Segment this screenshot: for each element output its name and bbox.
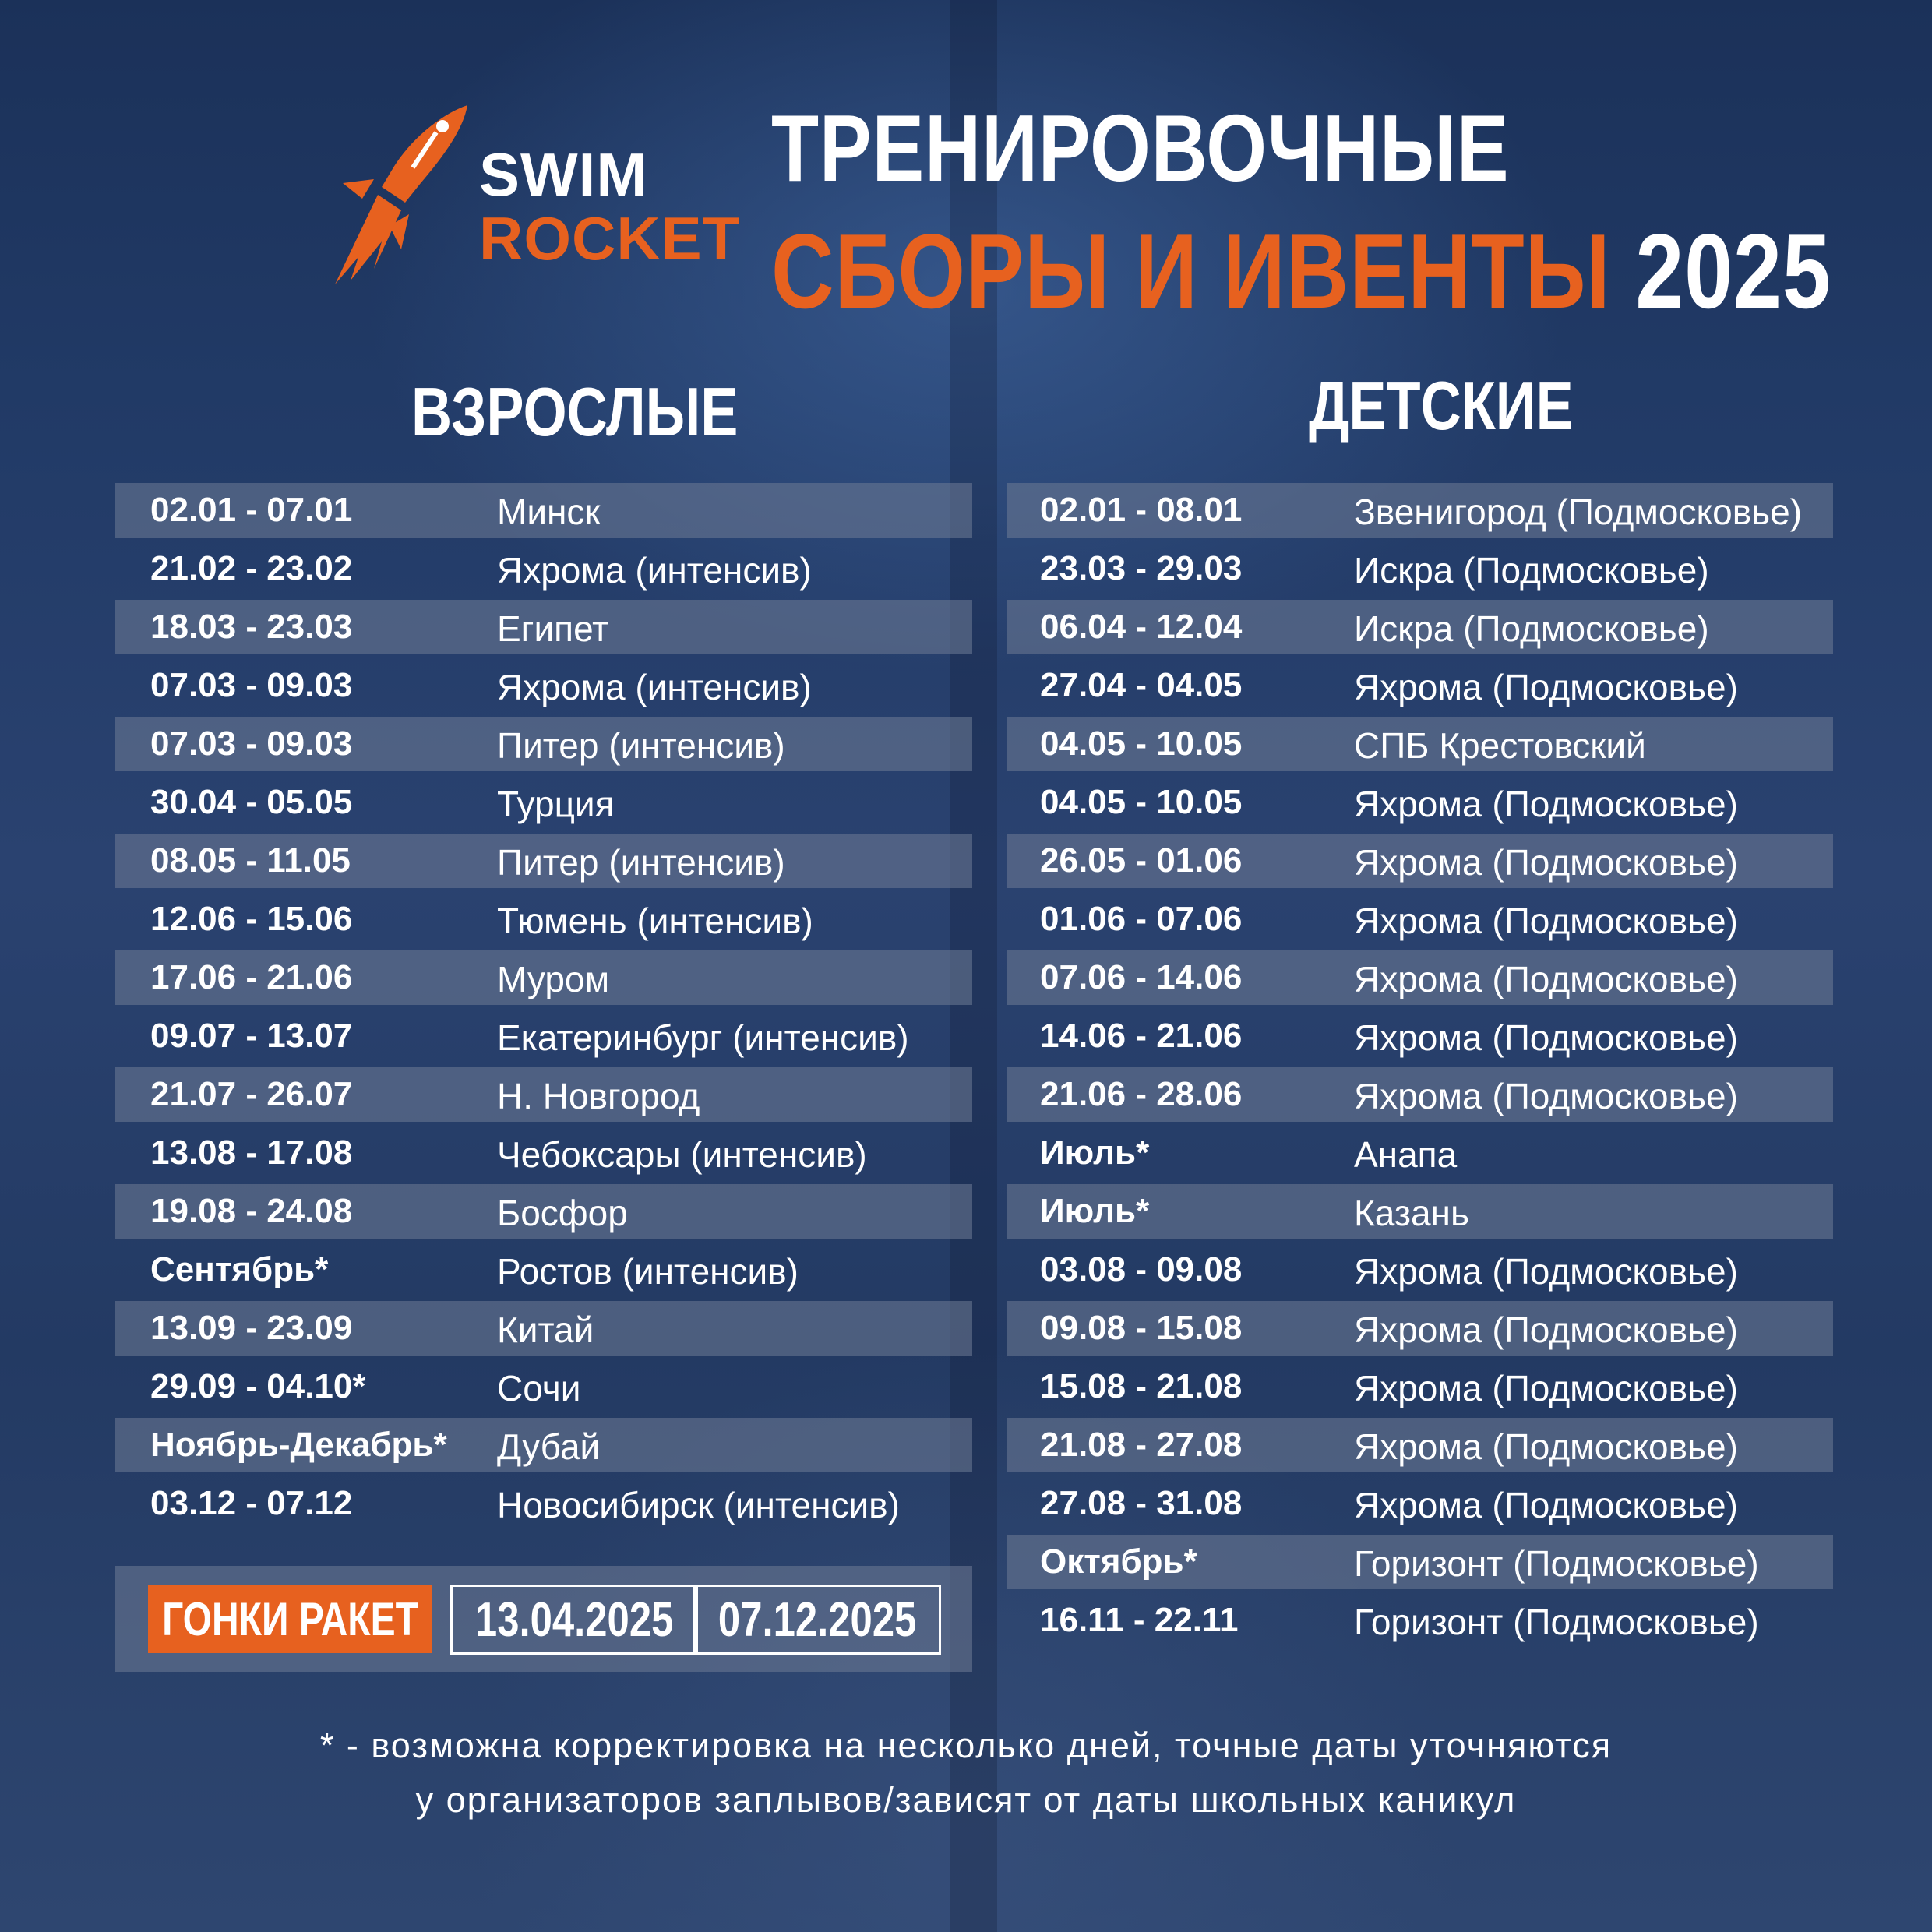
event-location: Искра (Подмосковье) (1354, 608, 1709, 649)
event-location: Сочи (497, 1368, 581, 1408)
logo-rocket-text: ROCKET (479, 204, 741, 273)
kids-heading: ДЕТСКИЕ (1309, 367, 1574, 444)
event-dates: 15.08 - 21.08 (1040, 1367, 1243, 1405)
race-date-2 (693, 1585, 941, 1655)
race-date-1 (450, 1585, 698, 1655)
event-location: Яхрома (Подмосковье) (1354, 1251, 1738, 1292)
event-location: Яхрома (Подмосковье) (1354, 1426, 1738, 1467)
event-location: Яхрома (Подмосковье) (1354, 1485, 1738, 1525)
kids-table-row (1007, 1418, 1833, 1472)
kids-table-row (1007, 1593, 1833, 1648)
event-location: Босфор (497, 1193, 628, 1233)
event-location: Муром (497, 959, 610, 999)
adults-table-row (115, 1184, 972, 1239)
kids-table-row (1007, 892, 1833, 947)
event-dates: 16.11 - 22.11 (1040, 1601, 1239, 1639)
event-location: Казань (1354, 1193, 1469, 1233)
event-dates: 04.05 - 10.05 (1040, 724, 1243, 763)
kids-table-row (1007, 834, 1833, 888)
event-location: Горизонт (Подмосковье) (1354, 1543, 1759, 1584)
kids-table-row (1007, 775, 1833, 830)
kids-table-row (1007, 1009, 1833, 1063)
adults-table-row (115, 775, 972, 830)
kids-table-row (1007, 600, 1833, 654)
event-dates: 18.03 - 23.03 (150, 608, 353, 646)
event-dates: 07.03 - 09.03 (150, 724, 353, 763)
event-location: Яхрома (интенсив) (497, 550, 812, 591)
event-location: Яхрома (Подмосковье) (1354, 842, 1738, 883)
event-dates: 27.08 - 31.08 (1040, 1484, 1243, 1522)
page-title-line2 (771, 210, 1832, 332)
kids-table-row (1007, 1184, 1833, 1239)
race-date-2-text: 07.12.2025 (717, 1592, 917, 1647)
event-dates: 21.02 - 23.02 (150, 549, 353, 587)
rocket-swimmer-icon (327, 101, 483, 296)
kids-table-row (1007, 541, 1833, 596)
swim-rocket-logo (327, 101, 741, 296)
event-dates: 29.09 - 04.10* (150, 1367, 366, 1405)
adults-table-row (115, 1067, 972, 1122)
kids-table-row (1007, 950, 1833, 1005)
event-location: Горизонт (Подмосковье) (1354, 1602, 1759, 1642)
event-dates: 13.08 - 17.08 (150, 1133, 353, 1172)
event-location: Чебоксары (интенсив) (497, 1134, 867, 1175)
event-location: Яхрома (Подмосковье) (1354, 901, 1738, 941)
adults-heading: ВЗРОСЛЫЕ (411, 373, 739, 450)
adults-table-row (115, 483, 972, 538)
page-title-line1: ТРЕНИРОВОЧНЫЕ (771, 95, 1510, 201)
event-dates: 30.04 - 05.05 (150, 783, 353, 821)
event-dates: 23.03 - 29.03 (1040, 549, 1243, 587)
kids-table-row (1007, 1126, 1833, 1180)
kids-table-row (1007, 483, 1833, 538)
kids-table-row (1007, 1243, 1833, 1297)
rocket-races-panel (115, 1566, 972, 1672)
adults-table-row (115, 717, 972, 771)
event-location: Дубай (497, 1426, 601, 1467)
event-location: Анапа (1354, 1134, 1458, 1175)
footnote-line2: у организаторов заплывов/зависят от даты школьных каникул (415, 1780, 1517, 1820)
event-dates: 04.05 - 10.05 (1040, 783, 1243, 821)
adults-table-row (115, 834, 972, 888)
event-dates: Июль* (1040, 1192, 1150, 1230)
adults-table-row (115, 1126, 972, 1180)
page-title-year: 2025 (1635, 212, 1832, 330)
event-dates: 09.08 - 15.08 (1040, 1309, 1243, 1347)
event-location: Египет (497, 608, 609, 649)
event-dates: 26.05 - 01.06 (1040, 841, 1243, 880)
race-date-1-text: 13.04.2025 (474, 1592, 674, 1647)
event-dates: 27.04 - 04.05 (1040, 666, 1243, 704)
event-dates: 08.05 - 11.05 (150, 841, 351, 880)
adults-table-row (115, 892, 972, 947)
kids-table-row (1007, 717, 1833, 771)
event-dates: Июль* (1040, 1133, 1150, 1172)
adults-table-row (115, 658, 972, 713)
logo-swim-text: SWIM (479, 140, 648, 209)
event-dates: 19.08 - 24.08 (150, 1192, 353, 1230)
event-location: Яхрома (Подмосковье) (1354, 959, 1738, 999)
kids-table-row (1007, 1067, 1833, 1122)
event-location: Тюмень (интенсив) (497, 901, 813, 941)
adults-table-row (115, 600, 972, 654)
adults-table-row (115, 1009, 972, 1063)
event-dates: 14.06 - 21.06 (1040, 1017, 1243, 1055)
event-dates: 21.08 - 27.08 (1040, 1426, 1243, 1464)
event-dates: 03.08 - 09.08 (1040, 1250, 1243, 1289)
adults-table-row (115, 1476, 972, 1531)
event-location: Питер (интенсив) (497, 842, 785, 883)
event-location: Минск (497, 492, 601, 532)
rocket-races-badge (148, 1585, 432, 1653)
event-location: Ростов (интенсив) (497, 1251, 799, 1292)
event-dates: Ноябрь-Декабрь* (150, 1426, 447, 1464)
event-location: Яхрома (Подмосковье) (1354, 667, 1738, 707)
event-location: Яхрома (Подмосковье) (1354, 1310, 1738, 1350)
event-location: Турция (497, 784, 615, 824)
event-location: Новосибирск (интенсив) (497, 1485, 900, 1525)
adults-table-row (115, 1301, 972, 1356)
event-dates: 07.03 - 09.03 (150, 666, 353, 704)
kids-table-row (1007, 658, 1833, 713)
event-dates: 06.04 - 12.04 (1040, 608, 1243, 646)
event-dates: 09.07 - 13.07 (150, 1017, 353, 1055)
kids-table-row (1007, 1476, 1833, 1531)
adults-table-row (115, 950, 972, 1005)
adults-table-row (115, 1359, 972, 1414)
event-dates: 21.07 - 26.07 (150, 1075, 353, 1113)
adults-table-row (115, 541, 972, 596)
event-location: Яхрома (Подмосковье) (1354, 1076, 1738, 1116)
event-dates: 13.09 - 23.09 (150, 1309, 353, 1347)
event-location: СПБ Крестовский (1354, 725, 1646, 766)
event-location: Екатеринбург (интенсив) (497, 1017, 909, 1058)
event-location: Яхрома (Подмосковье) (1354, 1368, 1738, 1408)
kids-table-row (1007, 1301, 1833, 1356)
kids-table-row (1007, 1359, 1833, 1414)
adults-table-row (115, 1418, 972, 1472)
event-dates: 12.06 - 15.06 (150, 900, 353, 938)
adults-table-row (115, 1243, 972, 1297)
event-dates: 21.06 - 28.06 (1040, 1075, 1243, 1113)
event-location: Звенигород (Подмосковье) (1354, 492, 1803, 532)
page-title-orange: СБОРЫ И ИВЕНТЫ (771, 212, 1611, 330)
event-dates: Сентябрь* (150, 1250, 329, 1289)
event-dates: 17.06 - 21.06 (150, 958, 353, 996)
event-dates: 03.12 - 07.12 (150, 1484, 353, 1522)
event-location: Яхрома (Подмосковье) (1354, 1017, 1738, 1058)
event-dates: Октябрь* (1040, 1542, 1197, 1581)
event-location: Китай (497, 1310, 594, 1350)
event-location: Яхрома (интенсив) (497, 667, 812, 707)
event-dates: 01.06 - 07.06 (1040, 900, 1243, 938)
event-location: Яхрома (Подмосковье) (1354, 784, 1738, 824)
event-dates: 07.06 - 14.06 (1040, 958, 1243, 996)
footnote-line1: * - возможна корректировка на несколько дней, точные даты уточняются (319, 1726, 1613, 1765)
event-dates: 02.01 - 07.01 (150, 491, 353, 529)
rocket-races-label: ГОНКИ РАКЕТ (161, 1592, 418, 1645)
event-location: Питер (интенсив) (497, 725, 785, 766)
event-dates: 02.01 - 08.01 (1040, 491, 1243, 529)
event-location: Н. Новгород (497, 1076, 700, 1116)
kids-table-row (1007, 1535, 1833, 1589)
event-location: Искра (Подмосковье) (1354, 550, 1709, 591)
